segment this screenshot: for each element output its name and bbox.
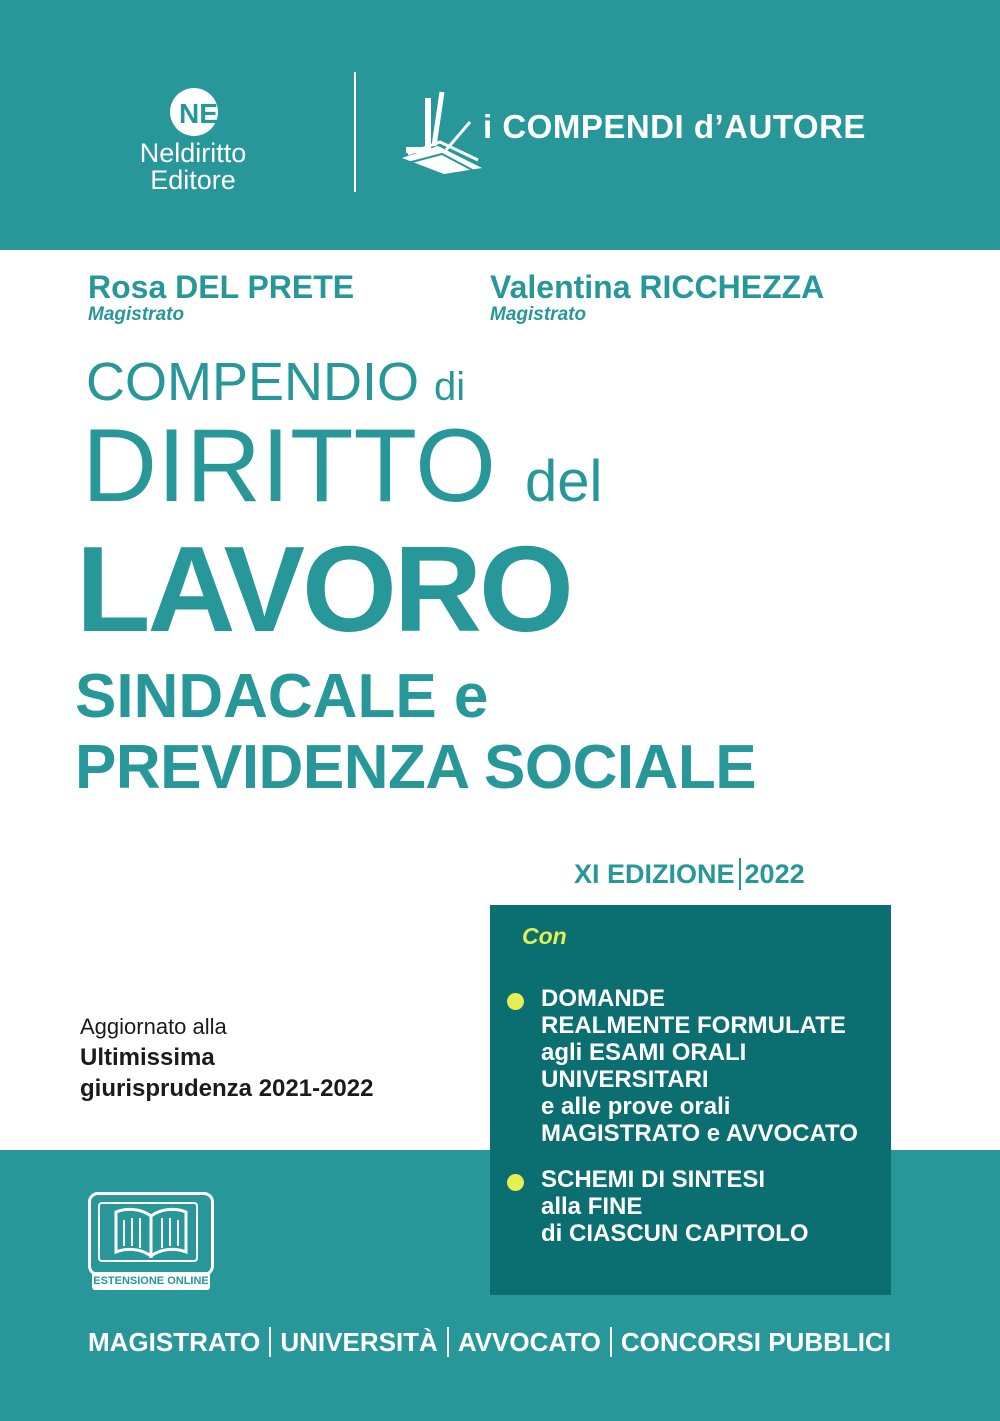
title-previdenza-sociale: PREVIDENZA SOCIALE: [75, 733, 757, 802]
series-books-icon: [398, 88, 488, 178]
online-extension-badge: [88, 1192, 216, 1296]
updated-note: [80, 1012, 373, 1104]
updated-line-1: Aggiornato alla: [80, 1014, 227, 1039]
publisher-name-line2: Editore: [150, 165, 236, 195]
feature-1-line: MAGISTRATO e AVVOCATO: [541, 1120, 858, 1147]
feature-2-line: SCHEMI DI SINTESI: [541, 1166, 766, 1193]
feature-2-line: di CIASCUN CAPITOLO: [541, 1220, 809, 1247]
author-2: [490, 270, 824, 326]
publisher-mark-letters: NE: [179, 98, 218, 129]
author-2-role: Magistrato: [490, 304, 587, 325]
title-compendio: COMPENDIO: [86, 352, 420, 412]
series-title: i COMPENDI d’AUTORE: [483, 108, 866, 145]
feature-2-line: alla FINE: [541, 1193, 643, 1220]
feature-1-line: UNIVERSITARI: [541, 1066, 709, 1093]
feature-item-1-text: [541, 985, 884, 1147]
edition-label: XI EDIZIONE: [574, 859, 735, 889]
feature-1-line: DOMANDE: [541, 985, 665, 1012]
title-del: del: [524, 449, 603, 514]
footer-item-concorsi: CONCORSI PUBBLICI: [620, 1327, 891, 1357]
title-di: di: [434, 365, 466, 409]
feature-1-line: agli ESAMI ORALI: [541, 1039, 747, 1066]
online-badge-label: ESTENSIONE ONLINE: [92, 1272, 210, 1290]
feature-item-1: [504, 985, 884, 1147]
author-1-name: Rosa DEL PRETE: [88, 269, 355, 305]
publisher-logo: [108, 88, 278, 203]
bullet-dot-icon: [507, 993, 524, 1010]
features-intro: Con: [522, 923, 567, 949]
edition: [574, 856, 805, 894]
author-2-name: Valentina RICCHEZZA: [490, 269, 825, 305]
footer-item-magistrato: MAGISTRATO: [88, 1327, 261, 1357]
title-diritto: DIRITTO: [82, 408, 497, 524]
feature-item-2-text: [541, 1166, 884, 1247]
updated-line-3: giurisprudenza 2021-2022: [80, 1075, 374, 1102]
edition-separator: [739, 858, 741, 890]
footer-item-universita: UNIVERSITÀ: [280, 1327, 438, 1357]
bullet-dot-icon: [507, 1174, 524, 1191]
updated-line-2: Ultimissima: [80, 1044, 215, 1071]
footer-separator: [447, 1327, 449, 1357]
footer-audiences: [88, 1325, 891, 1361]
feature-item-2: [504, 1166, 884, 1247]
footer-separator: [269, 1327, 271, 1357]
publisher-name: [108, 140, 278, 194]
title-sindacale: SINDACALE e: [75, 662, 489, 731]
author-1-role: Magistrato: [88, 304, 185, 325]
features-box: [490, 905, 891, 1295]
author-1: [88, 270, 354, 326]
edition-year: 2022: [744, 859, 805, 889]
footer-separator: [610, 1327, 612, 1357]
feature-1-line: REALMENTE FORMULATE: [541, 1012, 846, 1039]
publisher-name-line1: Neldiritto: [139, 138, 247, 168]
publisher-mark-icon: [170, 88, 218, 136]
open-book-icon: [112, 1206, 190, 1258]
footer-item-avvocato: AVVOCATO: [457, 1327, 601, 1357]
title-lavoro: LAVORO: [76, 521, 571, 657]
feature-1-line: e alle prove orali: [541, 1093, 731, 1120]
header-divider: [354, 72, 356, 192]
